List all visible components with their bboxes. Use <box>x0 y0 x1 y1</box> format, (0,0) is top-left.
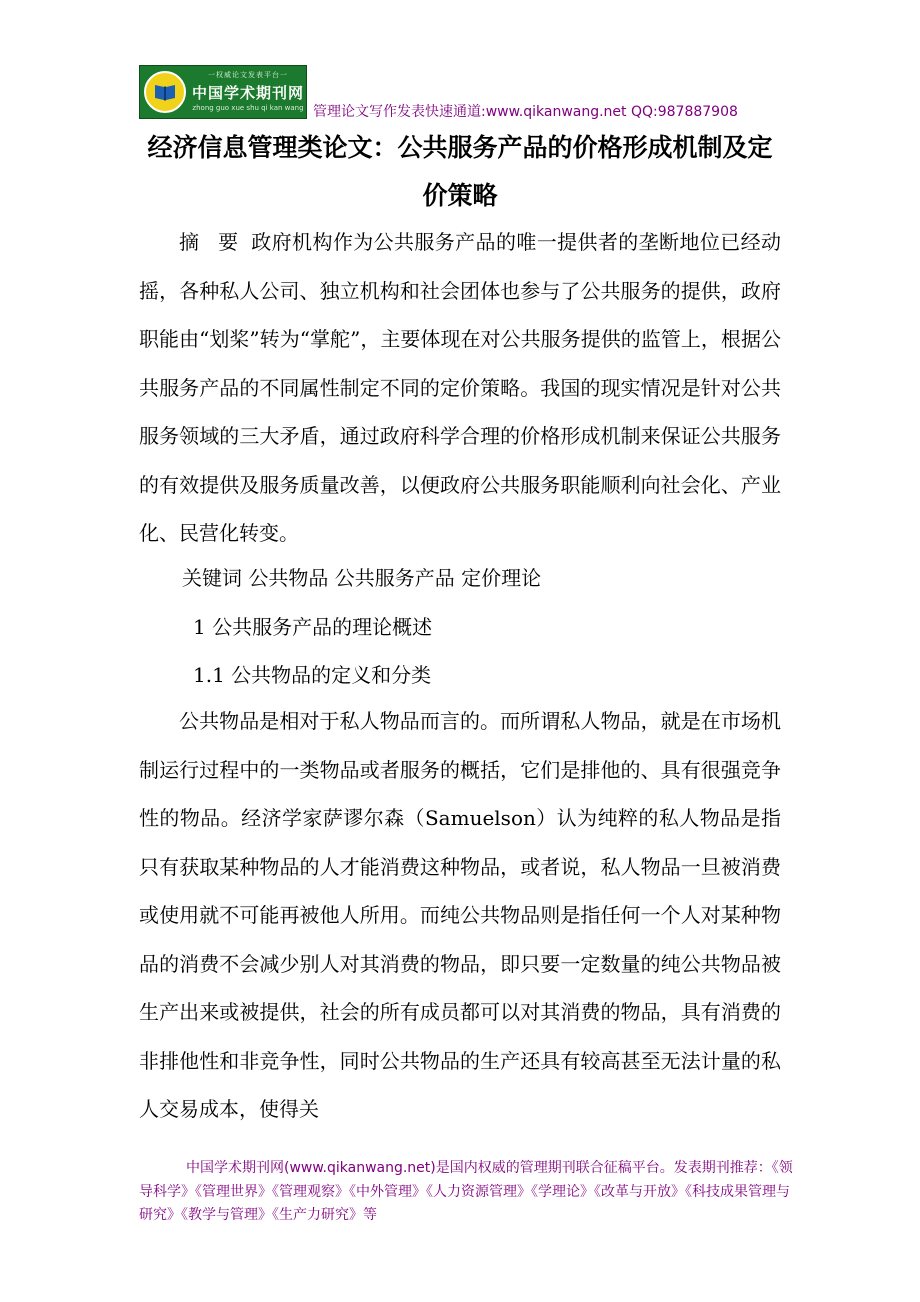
keywords-line: 关键词 公共物品 公共服务产品 定价理论 <box>182 566 542 590</box>
body-paragraph: 公共物品是相对于私人物品而言的。而所谓私人物品，就是在市场机制运行过程中的一类物品或者服务的概括，它们是排他的、具有很强竞争性的物品。经济学家萨谬尔森（Samuelson）认为纯粹的私人物品是指只有获取某种物品的人才能消费这种物品，或者说，私人物品一旦被消费或使用就不可能再被他人所用。而纯公共物品则是指任何一个人对某种物品的消费不会减少别人对其消费的物品，即只要一定数量的纯公共物品被生产出来或被提供，社会的所有成员都可以对其消费的物品，具有消费的非排他性和非竞争性，同时公共物品的生产还具有较高甚至无法计量的私人交易成本，使得关 <box>139 709 781 1121</box>
section-heading: 1 公共服务产品的理论概述 <box>193 615 433 639</box>
book-emblem-icon <box>144 71 186 113</box>
abstract-paragraph <box>139 218 781 558</box>
abstract-label: 摘 要 <box>179 230 245 254</box>
document-title: 经济信息管理类论文：公共服务产品的价格形成机制及定价策略 <box>147 133 773 210</box>
site-logo[interactable] <box>139 65 307 119</box>
logo-pinyin: zhong guo xue shu qi kan wang <box>192 104 304 112</box>
logo-tagline: 一权威论文发表平台一 <box>208 71 288 79</box>
abstract-text: 政府机构作为公共服务产品的唯一提供者的垄断地位已经动摇，各种私人公司、独立机构和社会团体也参与了公共服务的提供，政府职能由“划桨”转为“掌舵”，主要体现在对公共服务提供的监管上，根据公共服务产品的不同属性制定不同的定价策略。我国的现实情况是针对公共服务领域的三大矛盾，通过政府科学合理的价格形成机制来保证公共服务的有效提供及服务质量改善，以便政府公共服务职能顺利向社会化、产业化、民营化转变。 <box>139 230 782 545</box>
subsection-heading: 1.1 公共物品的定义和分类 <box>193 663 432 687</box>
header-contact-link[interactable]: 管理论文写作发表快速通道:www.qikanwang.net QQ:987887908 <box>313 104 738 120</box>
logo-name: 中国学术期刊网 <box>192 84 305 102</box>
footer-promo: 中国学术期刊网(www.qikanwang.net)是国内权威的管理期刊联合征稿平台。发表期刊推荐：《领导科学》《管理世界》《管理观察》《中外管理》《人力资源管理》《学理论》《改革与开放》《科技成果管理与研究》《教学与管理》《生产力研究》等 <box>139 1160 793 1223</box>
